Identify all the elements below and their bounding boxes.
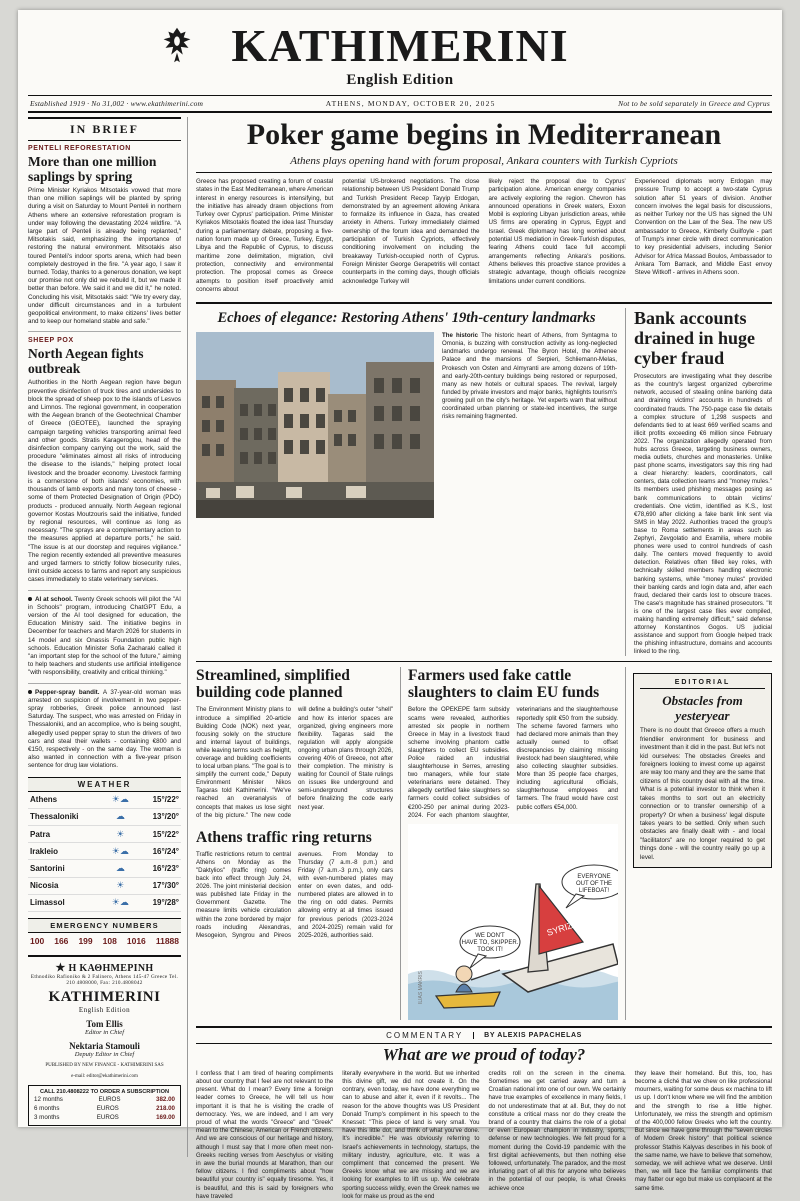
brief-text-2: Authorities in the North Aegean region have begun preventive disinfection of truck tires and undersides to block the spread of sheep pox to the islands of Lesvos and Limnos. The regional government, in cooperation with the Aegean branch of the Geotechnical Chamber of Greece (GEOTEE), launched the spraying campaign targeting vehicles transporting animal feed and other goods. Stratis Karagerogiou, head of the disinfection company carrying out the work, said the procedure "eliminates almost all risks of introducing the disease to the islands," helping protect local livestock and the broader economy. Livestock farming is a cornerstone of both islands' economies, with thousands of lamb exports and many tons of cheese - some of them Protected Designation of Origin (PDO) products - produced annually. North Aegean regional governor Kostas Moutzouris said the initiative, funded by regional resources, will continue as long as necessary. "The sprays are a complementary action to the measures applied at departure ports," he said. "The issue is at our doorstep and requires vigilance." The region recently extended all preventive measures and urged farmers to strictly follow biosecurity rules, limit outside access to farms and report any suspicious cases immediately to state veterinary services. xyxy=(28,379,181,584)
commentary-header xyxy=(196,1028,772,1043)
svg-text:TOOK IT!: TOOK IT! xyxy=(477,946,503,953)
commentary-col-2: literally everywhere in the world. But we inherited this divine gift, we did not create it. On the contrary, even today, we have done everything we can to abuse and alter it, even if it revolts... The reason for the above thoughts was US President Donald Trump's compliment in his speech to the Knesset: "This piece of land is very small. You have this little dot, and think of what you've done. It's incredible." He was obviously referring to Israel's achievements in technology, startups, the military industry, agriculture, etc. It was a compliment that concerned the present. We Greeks know what we are missing and we are looking for examples to lift us up. We celebrate sporting success wildly, even the Greek names we look for make us proud as the end xyxy=(342,1069,480,1200)
commentary-col-1: I confess that I am tired of hearing compliments about our country that I feel are not relevant to the present. What do I mean? Every time a foreign leader comes to Greece, he will tell us how important it is that he is visiting the cradle of democracy. Yes, we are indeed, and I am very proud of what the words "Greece" and "Greek" mean to the Chinese, American or French citizens. And we are conscious of our heritage and history, although I must say that I more often meet non-Greeks reciting verses from Aeschylus or visiting in awe the burial mounds at Marathon, than our fellow citizens. I find compliments about "how beautiful your country is" equally tiresome. Yes, it is beautiful, and this is said by foreigners who have traveled xyxy=(196,1069,334,1200)
brief-kicker-1: PENTELI REFORESTATION xyxy=(28,145,131,152)
table-row xyxy=(28,894,181,911)
weather-city: Limassol xyxy=(28,894,103,911)
editor-role-1: Editor in Chief xyxy=(85,1028,124,1036)
weather-city: Thessaloniki xyxy=(28,808,103,825)
editorial-box xyxy=(633,673,772,868)
edition-label: English Edition xyxy=(346,72,454,88)
emergency-number: 199 xyxy=(78,935,93,946)
emergency-number: 166 xyxy=(54,935,69,946)
subscription-box[interactable] xyxy=(28,1085,181,1126)
weather-header: WEATHER xyxy=(28,777,181,792)
table-row xyxy=(28,808,181,825)
farmers-article xyxy=(401,667,626,1019)
table-row xyxy=(28,825,181,842)
editorial-body: There is no doubt that Greece offers a much friendlier environment for business and investment than it did in the past. But let's not kid ourselves: The obstacles Greeks and foreigners looking to invest come up against are way too many and they are the same that citizens of this country deal with all the time. What is a potential investor to think when it takes months to sort out an electricity connection or to transfer ownership of a property? Or when a business' legal dispute takes years to be settled. Only when such obstacles are finally dealt with - and local "facilitators" are no longer required to get things done - will the country really go up a level. xyxy=(640,727,765,861)
weather-temp: 16°/23° xyxy=(137,860,181,877)
bullet-text-2: A 37-year-old woman was arrested on suspicion of involvement in two pepper-spray robberies, Greek police announced last Saturday. The suspect, who was arrested on Friday in Thessaloniki, and an accomplice, who is being sought, allegedly used pepper spray to stun the drivers of two cars and steal their wallets - containing €800 and €150, respectively - on the same day. The woman is also wanted in connection with a five-year prison sentence for drug law violations. xyxy=(28,688,182,770)
farmers-headline[interactable]: Farmers used fake cattle slaughters to claim EU funds xyxy=(408,667,600,702)
publisher-logo xyxy=(28,989,181,1014)
publisher-greek-title: ★ Η ΚΑΘΗΜΕΡΙΝΗ xyxy=(55,961,154,974)
emergency-numbers xyxy=(28,933,181,949)
editorial-headline[interactable]: Obstacles from yesteryear xyxy=(662,693,743,724)
publisher-address: Ethnodiko Rafioniko & 2 Falinero, Athens 145-47 Greece Tel. 210 4808000, Fax: 210.4808042 xyxy=(30,973,179,986)
cartoon-label-lifeboat: EVERYONE xyxy=(577,873,611,880)
editor-role-2: Deputy Editor in Chief xyxy=(74,1050,135,1058)
lead-headline[interactable]: Poker game begins in Mediterranean xyxy=(246,118,722,151)
sun-cloud-icon: ☀☁ xyxy=(103,843,137,860)
cartoon-label-syriza: SYRIZA xyxy=(545,918,580,938)
commentary-byline[interactable]: BY ALEXIS PAPACHELAS xyxy=(473,1032,582,1039)
bullet-dot-icon xyxy=(28,690,32,694)
sun-icon: ☀ xyxy=(103,877,137,894)
svg-text:HAVE TO, SKIPPER.: HAVE TO, SKIPPER. xyxy=(461,939,519,946)
brief-bullet-2 xyxy=(28,689,181,771)
cartoon-label-reply: WE DON'T xyxy=(475,932,505,939)
commentary-headline[interactable]: What are we proud of today? xyxy=(382,1044,586,1064)
weather-city: Patra xyxy=(28,825,103,842)
emergency-number: 100 xyxy=(30,935,45,946)
lead-subheadline: Athens plays opening hand with forum proposal, Ankara counters with Turkish Cypriots xyxy=(290,155,678,167)
weather-temp: 15°/22° xyxy=(137,792,181,809)
brief-text-1: Prime Minister Kyriakos Mitsotakis vowed that more than one million saplings will be planted by spring during a visit on Saturday to Mount Penteli in northern Athens where an extensive reforestation program is under way following the devastating 2024 wildfire. "A large part of Penteli is already being replanted," Mitsotakis said, emphasizing the importance of restoring the natural environment. Mitsotakis also toured Penteli's indoor sports arena, which had been completely destroyed in the fire. "A year ago, I saw it burned. Today, thanks to a generous donation, we kept our promise not only did we rebuild it, but we made it better than before. We said it and we did it," he noted. Concluding his visit, Mitsotakis said: "We try every day, under difficult circumstances and in a turbulent geopolitical environment, to make citizens' lives better and to keep our homeland stable and safe." xyxy=(28,187,181,326)
editor-name-2: Nektaria Stamouli xyxy=(69,1040,140,1051)
editor-name-1: Tom Ellis xyxy=(86,1018,123,1029)
brief-kicker-2: SHEEP POX xyxy=(28,337,74,345)
bullet-text-1: Twenty Greek schools will pilot the "AI in Schools" program, introducing ChatGPT Edu, a version of the AI tool designed for education, the Education Ministry said. The initiative begins in December for teachers and March 2026 for students in 14 model and six Onassis Foundation public high schools. Education Minister Sofia Zacharaki called it "an important step for the school of the future," aiming to help teachers and students use artificial intelligence "with responsibility, creativity and critical thinking." xyxy=(28,595,181,677)
weather-city: Athens xyxy=(28,792,103,809)
bank-headline[interactable]: Bank accounts drained in huge cyber fraud xyxy=(634,308,756,369)
svg-text:OUT OF THE: OUT OF THE xyxy=(575,880,613,887)
editorial-column xyxy=(626,667,772,1019)
table-row xyxy=(28,877,181,894)
newspaper-page xyxy=(18,10,782,1200)
emergency-number: 1016 xyxy=(126,935,146,946)
weather-temp: 13°/20° xyxy=(137,808,181,825)
publisher-logo-sub: English Edition xyxy=(78,1005,131,1014)
masthead-date: ATHENS, MONDAY, OCTOBER 20, 2025 xyxy=(325,99,496,108)
sub-price: 218.00 xyxy=(156,1104,175,1112)
brief-headline-1[interactable]: More than one million saplings by spring xyxy=(28,154,157,184)
bullet-title-2: Pepper-spray bandit. xyxy=(35,688,100,696)
traffic-body: Traffic restrictions return to central Athens on Monday as the "Daktylios" (traffic ring) comes back into effect through July 24, 2026. The joint ministerial decision was published late Friday in the Government Gazette. The measure limits vehicle circulation within the zone bordered by major roads including Alexandras, Mesogeion, Syngrou and Pireos avenues. From Monday to Thursday (7 a.m.-8 p.m.) and Friday (7 a.m.-3 p.m.), only cars with even-numbered plates may enter on even dates, and odd-numbered plates are allowed in to the ring on odd dates. Permits allowing entry at all times issued for previous periods (2023-2024 and 2024-2025) remain valid for 2025-2026, authorities said. xyxy=(196,850,393,939)
svg-text:LIFEBOAT!: LIFEBOAT! xyxy=(578,887,610,894)
brief-bullet-1 xyxy=(28,596,181,678)
athens-neoclassical-buildings-photo xyxy=(196,332,434,518)
list-item xyxy=(32,1113,177,1122)
lead-col-1: Greece has proposed creating a forum of coastal states in the East Mediterranean, where American interest in energy resources is intensifying, but the initiative has already drawn objections from Turkey over Cyprus' participation. Prime Minister Kyriakos Mitsotakis floated the idea last Thursday during a parliamentary debate, proposing a five-nation forum made up of Greece, Turkey, Egypt, Libya and the Republic of Cyprus, to discuss maritime zone delimitation, migration, civil protection, connectivity and environmental protection. The proposal comes as Greece attempts to position itself proactively amid concerns about xyxy=(196,178,334,293)
farmers-body: Before the OPEKEPE farm subsidy scams were revealed, authorities arrested six people in northern Greece in May in a livestock fraud scheme involving phantom cattle slaughters to collect EU subsidies. Police raided an industrial slaughterhouse in Serres, arresting two managers, while four state veterinarians were detained. They allegedly certified fake slaughters so farmers could collect subsidies of €200-250 per animal during 2023-2024. For each phantom slaughter, veterinarians and the slaughterhouse reportedly split €50 from the subsidy. The scheme favored farmers who had declared more animals than they actually owned to offset discrepancies by claiming missing livestock had been slaughtered, while also collecting slaughter subsidies. More than 35 people face charges, including agricultural officials, slaughterhouse employees and farmers. The fraud would have cost public coffers €54,000. xyxy=(408,706,618,819)
eagle-icon xyxy=(154,22,200,68)
bullet-title-1: AI at school. xyxy=(35,595,73,603)
cartoon-illustration xyxy=(408,824,618,1020)
sub-period: 3 months xyxy=(34,1113,60,1121)
commentary-col-3: credits roll on the screen in the cinema. Sometimes we get carried away and turn a Croatian national into one of our own. We certainly have true examples of excellence in many fields, I do not underestimate that at all. But, they do not constitute a critical mass nor do they create the brand of a country that claims the role of a global or even European champion in industry, sports, defense or new technologies. We felt proud for a moment during the Covid-19 pandemic with the first digital achievements, but then nothing else followed, unfortunately. The paradox, and the most infuriating part of all this for anyone who believes in the potential of our people, is what Greeks achieve once xyxy=(488,1069,626,1192)
sub-unit: EUROS xyxy=(98,1095,121,1103)
feature-lede: The historic xyxy=(442,332,482,340)
main-content xyxy=(188,117,772,1200)
sub-period: 6 months xyxy=(34,1104,60,1112)
weather-temp: 17°/30° xyxy=(137,877,181,894)
feature-body xyxy=(442,332,617,518)
sub-price: 169.00 xyxy=(156,1113,175,1121)
list-item xyxy=(32,1104,177,1113)
emergency-number: 108 xyxy=(102,935,117,946)
emergency-number: 11888 xyxy=(155,935,179,946)
sub-unit: EUROS xyxy=(96,1104,119,1112)
building-code-article xyxy=(196,667,401,1019)
publisher-imprint: PUBLISHED BY NEW FINANCE - KATHIMERINI SAS xyxy=(45,1062,164,1068)
feature-text: The historic heart of Athens, from Syntagma to Omonia, is buzzing with construction activity as long-neglected landmarks undergo renewal. The Byron Hotel, the Athenee Palace and the mansions of Serpieri, Schliemann-Melas, Prokesch von Osten and Almyranti are among dozens of 19th- and early-20th-century buildings being restored or repurposed, many as new hotels or cultural spaces. The revival, largely funded by private investors and major banks, highlights tourism's growing pull on the city's heritage. Yet experts warn that without coordinated urban planning or state-led incentives, the surge risks remaining fragmented. xyxy=(442,332,617,421)
lead-col-4: Experienced diplomats worry Erdogan may pressure Trump to accept a two-state Cyprus solution after 51 years of division. Another concern involves the legal basis for discussions, as neither Turkey nor the US has signed the UN Convention on the Law of the Sea. The new US ambassador to Greece, Kimberly Guilfoyle - part of Trump's inner circle with direct communication to key presidential advisers, including Senior Advisor for Africa Massad Boulos, Ambassador to Ankara Tom Barrack, and Middle East envoy Steve Witkoff - arrives in Athens soon. xyxy=(634,178,772,277)
list-item xyxy=(32,1095,177,1104)
building-body: The Environment Ministry plans to introduce a simplified 20-article Building Code (NOK) next year, focusing solely on the structure and internal layout of buildings, while leaving terms such as height, coverage and building coefficients to local urban plans. "The goal is to simplify the current code," Deputy Environment Minister Nikos Tagaras told Kathimerini. "We've reached an overanalysis of concepts that makes us lose sight of the big picture." The new code will define a building's outer "shell" and how its interior spaces are organized, giving engineers more flexibility. Tagaras said the regulation will apply alongside ongoing urban plans through 2026, covering 40% of Greece, not after their completion. The ministry is waiting for Council of State rulings on issues like underground and semi-underground structures before finalizing the code early next year. xyxy=(196,706,393,819)
photo-illustration xyxy=(196,332,434,518)
sub-period: 12 months xyxy=(34,1095,63,1103)
publisher-logo-text: KATHIMERINI xyxy=(48,988,161,1005)
sun-icon: ☀ xyxy=(103,825,137,842)
weather-city: Irakleio xyxy=(28,843,103,860)
bank-body: Prosecutors are investigating what they describe as the country's largest organized cybercrime network, accused of stealing online banking data and draining victims' accounts in hundreds of coordinated frauds. The 750-page case file details a complex structure of 1,298 suspects and defendants tied to at least 669 verified scams and illicit profits exceeding €6 million since February 2022. The organization allegedly operated from hubs across Greece, targeting business owners, media outlets, churches and monasteries. Unlike past phone scams, investigators say this ring had a clear hierarchy: leaders, coordinators, call centers, data collection teams and "money mules." Its members used phishing messages posing as bank communications to obtain victims' credentials. One victim, identified as K.S., lost €78,690 after clicking a fake bank link sent via SMS in May 2022. Authorities traced the group's base to Roma settlements in areas such as Zephyri, Zevgolatio and Examilia, where mobile phones were used to control hundreds of cash daily. The centers moved frequently to avoid detection. Relatives often filled key roles, with technically skilled members handling electronic banking systems, while "money mules" provided their banking cards and login data and, after each fraud, declared their cards lost to obscure traces. The case's magnitude has strained prosecutors. "It is one of the largest case files ever compiled, making handling extremely difficult," said defense attorney Konstantinos Gogos. US judicial assistance and support from Google helped track the phishing infrastructure, domains and accounts linked to the ring. xyxy=(634,373,772,656)
publisher-email[interactable]: e-mail: editor@ekathimerini.com xyxy=(71,1073,138,1079)
sun-cloud-icon: ☀☁ xyxy=(103,792,137,809)
cloud-icon: ☁ xyxy=(103,808,137,825)
weather-city: Nicosia xyxy=(28,877,103,894)
sinking-boat-cartoon xyxy=(408,824,618,1020)
sun-cloud-icon: ☀☁ xyxy=(103,894,137,911)
bullet-dot-icon xyxy=(28,597,32,601)
table-row xyxy=(28,843,181,860)
weather-table xyxy=(28,792,181,912)
weather-temp: 15°/22° xyxy=(137,825,181,842)
cartoon-credit: ILIAS MAKRIS xyxy=(418,970,424,1004)
bank-fraud-article xyxy=(626,308,772,656)
sidebar xyxy=(28,117,188,1157)
commentary-col-4: they leave their homeland. But this, too, has become a cliché that we chew on like professional mourners, waiting for some deus ex machina to lift us up. I don't know where we will find the ambition and the strength to rise a little higher. Unfortunately, we miss the strength and optimism of the 400,000 fellow Greeks who left the country. But since we have gone through the "seven circles of Modern Greek history" that political science professor Stathis Kalyvas describes in his book of the same name, we have to believe that somehow, someday, we will achieve what we deserve. Until then, we will face the familiar compliments that may flatter our ego but make us complacent at the same time. xyxy=(634,1069,772,1192)
page-title: KATHIMERINI xyxy=(231,20,569,71)
masthead xyxy=(28,18,772,113)
in-brief-header: IN BRIEF xyxy=(28,117,181,141)
table-row xyxy=(28,792,181,809)
sub-unit: EUROS xyxy=(96,1113,119,1121)
masthead-left-info: Established 1919 · No 31,002 · www.ekathimerini.com xyxy=(30,99,204,108)
cloud-icon: ☁ xyxy=(103,860,137,877)
brief-headline-2[interactable]: North Aegean fights outbreak xyxy=(28,346,144,377)
publisher-greek-title-text: Η ΚΑΘΗΜΕΡΙΝΗ xyxy=(68,962,154,974)
weather-temp: 16°/24° xyxy=(137,843,181,860)
subscription-header: CALL 210.4808222 TO ORDER A SUBSCRIPTION xyxy=(39,1088,169,1095)
weather-temp: 19°/28° xyxy=(137,894,181,911)
lead-body xyxy=(196,178,772,298)
feature-headline[interactable]: Echoes of elegance: Restoring Athens' 19th-century landmarks xyxy=(217,310,596,327)
sub-price: 382.00 xyxy=(156,1095,175,1103)
table-row xyxy=(28,860,181,877)
lead-col-2: potential US-brokered negotiations. The close relationship between US President Donald Trump and Turkish President Recep Tayyip Erdogan, demonstrated by an agreement allowing Ankara to formalize its influence in Gaza, has created anxiety in Athens. Turkey immediately claimed ownership of the forum idea and demanded the participation of Turkish Cypriots, effectively conditioning involvement on including the breakaway Turkish-occupied north of Cyprus. Foreign Minister George Gerapetritis will contact counterparts in the coming days, though officials acknowledge Turkey will xyxy=(342,178,480,285)
publisher-box xyxy=(28,955,181,1080)
commentary-label: COMMENTARY xyxy=(386,1030,464,1040)
traffic-headline[interactable]: Athens traffic ring returns xyxy=(196,828,372,846)
feature-article xyxy=(196,308,626,656)
emergency-header: EMERGENCY NUMBERS xyxy=(28,918,181,933)
commentary-body xyxy=(196,1070,772,1201)
lead-col-3: likely reject the proposal due to Cyprus' participation alone. American energy companies are actively exploring the region. Chevron has announced operations in Greek waters, Exxon Mobil is exploring Libyan jurisdiction areas, while US firms are operating in Cyprus, Egypt and Israel. Greek diplomacy has long worried about potential US mediation in Greek-Turkish disputes, fearing Athens could face full accompli arrangements reflecting Ankara's positions. Athens believes this proactive stance provides a strategic advantage, though officials recognize limitations under current conditions. xyxy=(488,178,626,285)
editorial-label: EDITORIAL xyxy=(640,679,765,689)
building-headline[interactable]: Streamlined, simplified building code planned xyxy=(196,667,350,702)
masthead-right-info: Not to be sold separately in Greece and Cyprus xyxy=(618,99,770,108)
weather-city: Santorini xyxy=(28,860,103,877)
